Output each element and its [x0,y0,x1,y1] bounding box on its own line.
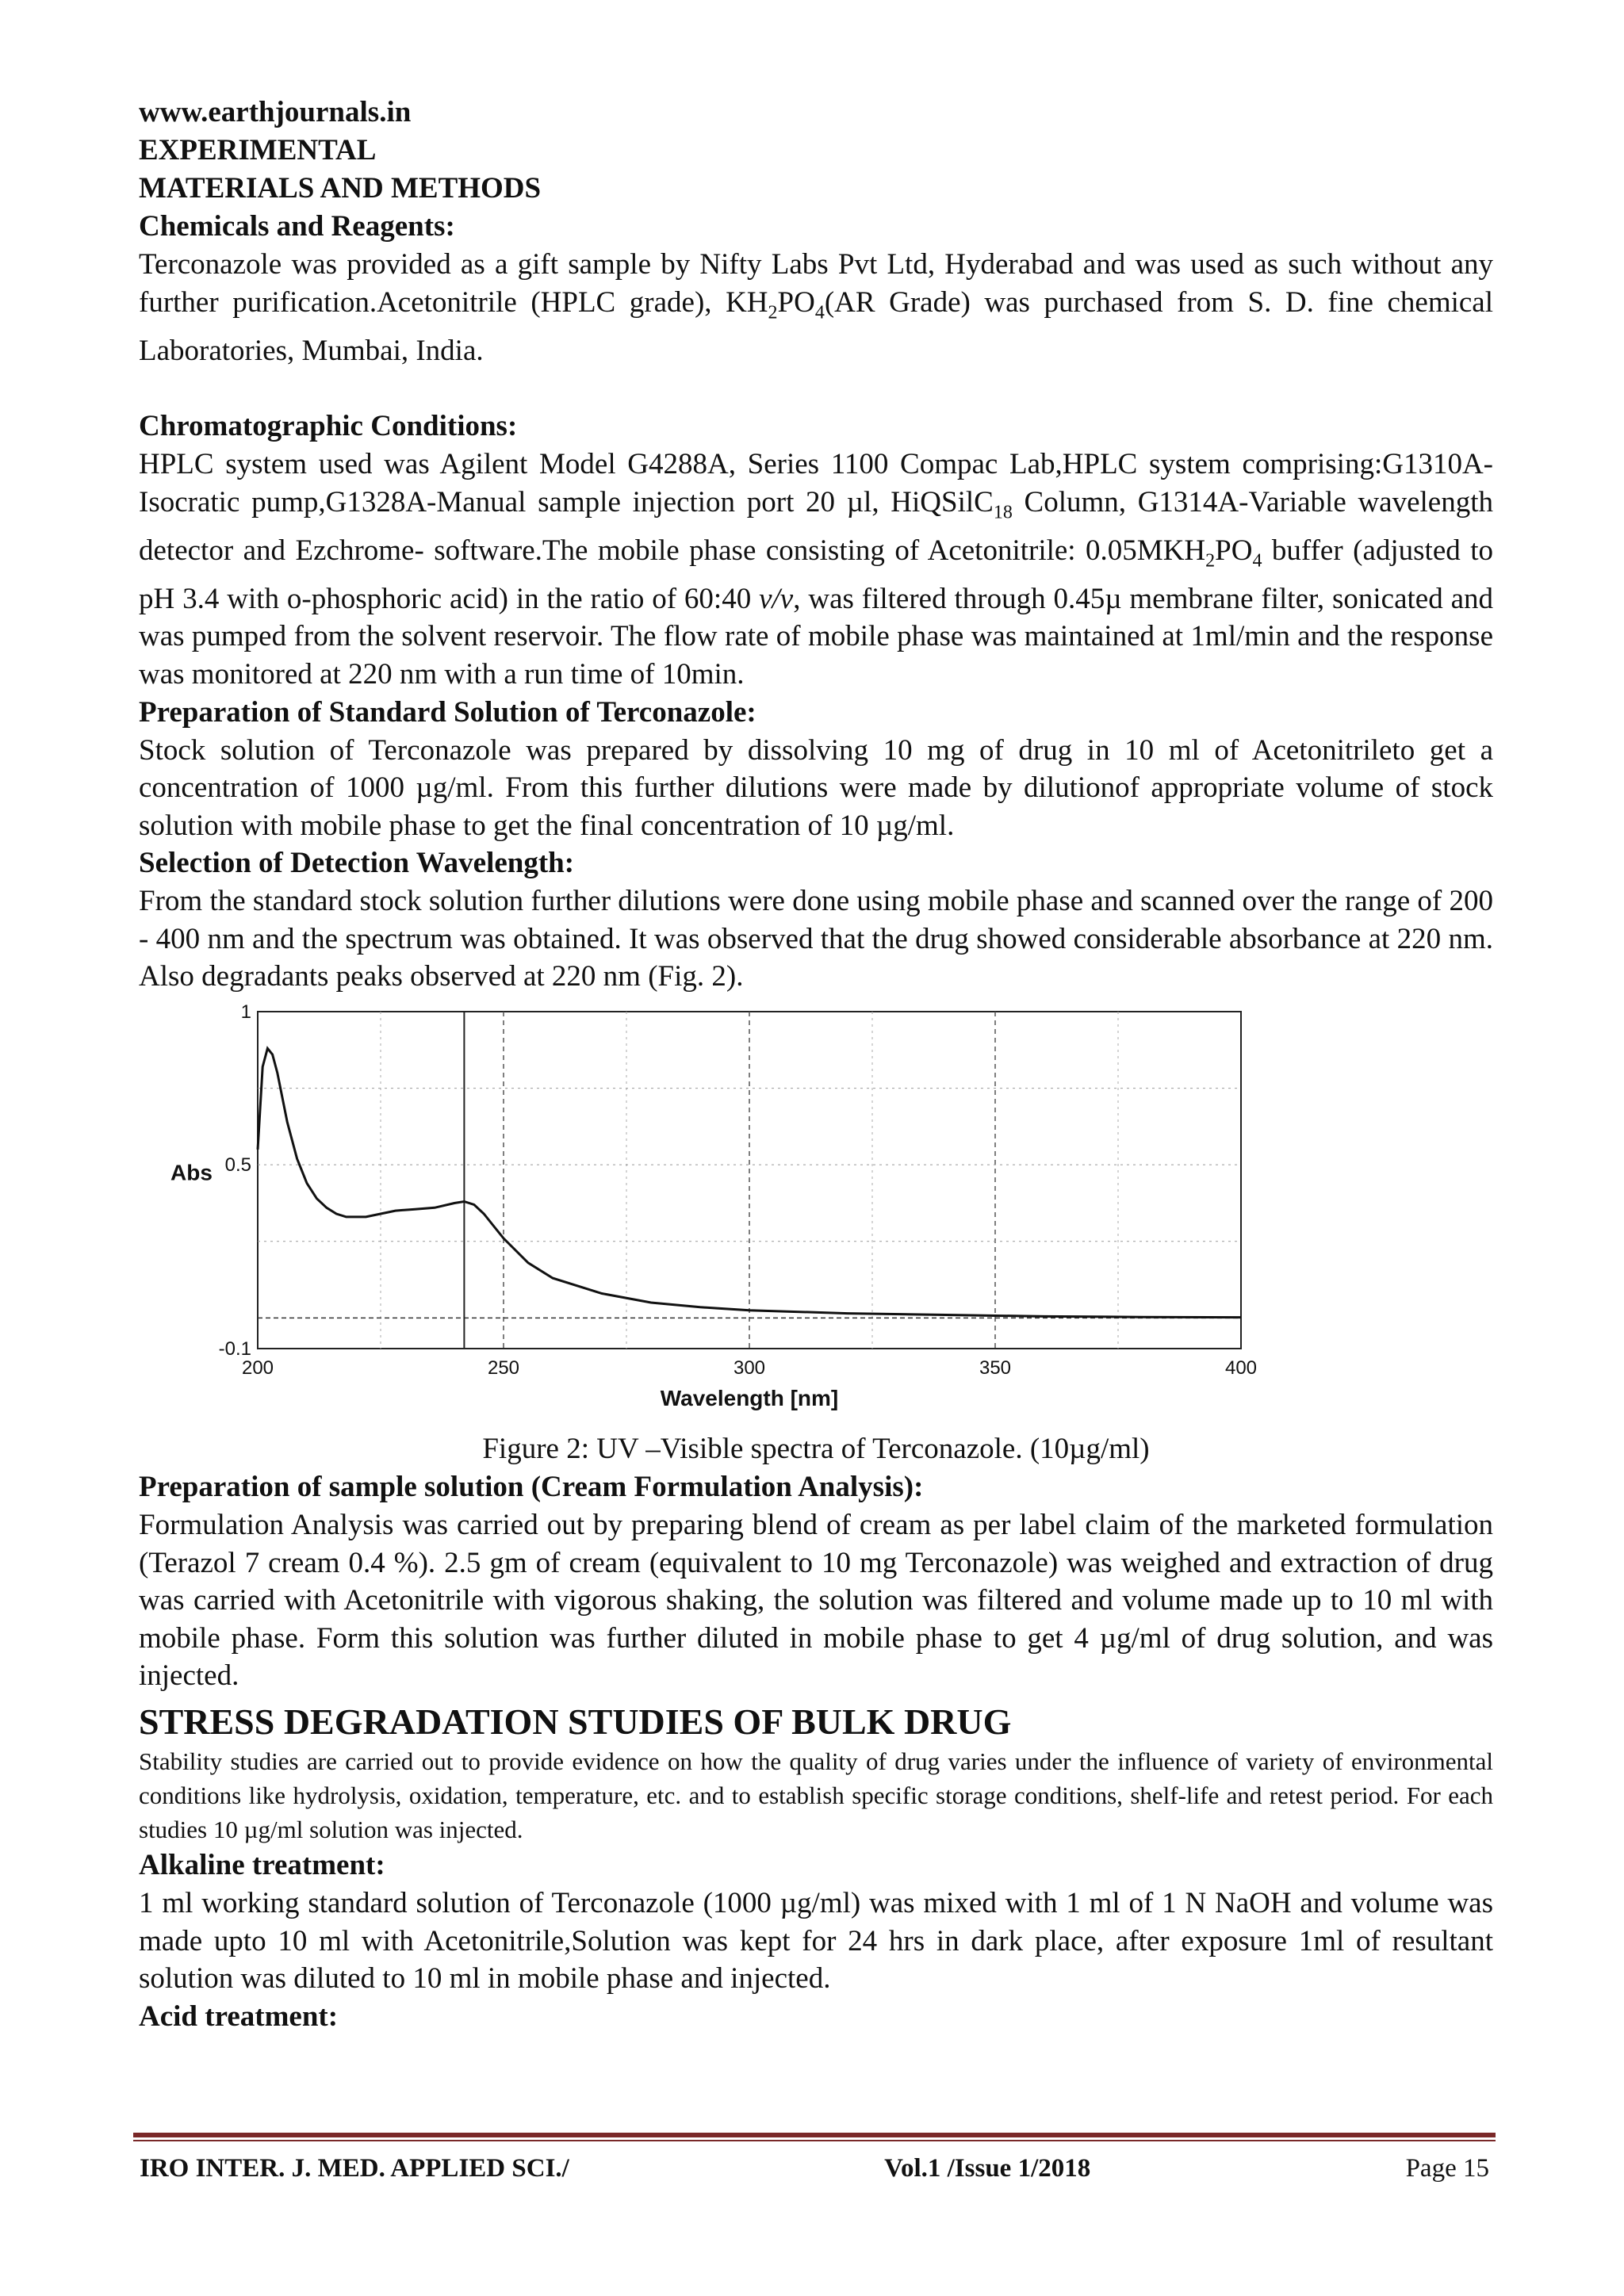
chemicals-heading: Chemicals and Reagents: [139,210,455,243]
x-tick-label: 400 [1224,1357,1258,1380]
spacer [139,369,1493,408]
x-axis-label: Wavelength [nm] [660,1386,839,1411]
section-methods: MATERIALS AND METHODS [139,172,542,205]
sample-heading: Preparation of sample solution (Cream Formulation Analysis): [139,1471,924,1504]
x-tick-label: 300 [733,1357,766,1380]
standard-heading: Preparation of Standard Solution of Terconazole: [139,695,756,729]
alkaline-heading: Alkaline treatment: [139,1849,385,1882]
footer-rule-thin [133,2140,1496,2141]
section-experimental: EXPERIMENTAL [139,134,377,166]
chemicals-paragraph: Terconazole was provided as a gift sample by Nifty Labs Pvt Ltd, Hyderabad and was used as such without any further purification.Acetonitrile (HPLC grade), $KH_2PO_4(AR$ Grade) was purchased from S. D. fine chemical Laboratories, Mumbai, India. [139,248,1493,367]
x-tick-label: 200 [241,1357,274,1380]
uv-spectrum-chart [155,996,1281,1424]
stress-paragraph: Stability studies are carried out to provide evidence on how the quality of drug varies under the influence of variety of environmental conditions like hydrolysis, oxidation, temperature, etc. and to establish specific storage conditions, shelf-life and retest period. For each studies 10 µg/ml solution was injected. [139,1747,1493,1844]
page-content [139,94,1493,2036]
x-tick-label: 350 [979,1357,1012,1380]
acid-heading: Acid treatment: [139,1999,339,2033]
site-url[interactable]: www.earthjournals.in [139,96,412,128]
wavelength-heading: Selection of Detection Wavelength: [139,847,575,880]
footer-page-number: Page 15 [1405,2154,1489,2183]
chromatographic-heading: Chromatographic Conditions: [139,410,518,443]
y-tick-label: 0.5 [224,1154,251,1177]
footer-volume: Vol.1 /Issue 1/2018 [884,2154,1091,2183]
figure-caption: Figure 2: UV –Visible spectra of Terconazole. (10µg/ml) [482,1433,1150,1466]
y-axis-label: Abs [170,1160,213,1185]
page-footer [133,2133,1496,2183]
sample-paragraph: Formulation Analysis was carried out by preparing blend of cream as per label claim of the marketed formulation (Terazol 7 cream 0.4 %). 2.5 gm of cream (equivalent to 10 mg Terconazole) was weighed and extraction of drug was carried with Acetonitrile with vigorous shaking, the solution was filtered and volume made up to 10 ml with mobile phase. Form this solution was further diluted in mobile phase to get 4 µg/ml of drug solution, and was injected. [139,1509,1493,1693]
stress-heading: STRESS DEGRADATION STUDIES OF BULK DRUG [139,1701,1012,1743]
chromatographic-paragraph: HPLC system used was Agilent Model G4288A, Series 1100 Compac Lab,HPLC system comprising:G1310A- Isocratic pump,G1328A-Manual sample injection port 20 µl, HiQSilC$_{18}$ Column, G1314A-Variable wavelength detector and Ezchrome- software.The mobile phase consisting of Acetonitrile: $0.05MKH_2PO_4$ buffer (adjusted to pH 3.4 with o-phosphoric acid) in the ratio of 60:40 v/v, was filtered through 0.45µ membrane filter, sonicated and was pumped from the solvent reservoir. The flow rate of mobile phase was maintained at 1ml/min and the response was monitored at 220 nm with a run time of 10min. [139,448,1493,691]
x-tick-label: 250 [487,1357,520,1380]
uv-spectrum-figure [155,996,1281,1424]
wavelength-paragraph: From the standard stock solution further dilutions were done using mobile phase and scanned over the range of 200 - 400 nm and the spectrum was obtained. It was observed that the drug showed considerable absorbance at 220 nm. Also degradants peaks observed at 220 nm (Fig. 2). [139,885,1493,993]
y-tick-label: -0.1 [218,1338,251,1360]
alkaline-paragraph: 1 ml working standard solution of Terconazole (1000 µg/ml) was mixed with 1 ml of 1 N NaOH and volume was made upto 10 ml with Acetonitrile,Solution was kept for 24 hrs in dark place, after exposure 1ml of resultant solution was diluted to 10 ml in mobile phase and injected. [139,1887,1493,1996]
standard-paragraph: Stock solution of Terconazole was prepared by dissolving 10 mg of drug in 10 ml of Acetonitrileto get a concentration of 1000 µg/ml. From this further dilutions were made by dilutionof appropriate volume of stock solution with mobile phase to get the final concentration of 10 µg/ml. [139,733,1493,842]
y-tick-label: 1 [240,1001,251,1024]
footer-journal: IRO INTER. J. MED. APPLIED SCI./ [140,2154,569,2183]
